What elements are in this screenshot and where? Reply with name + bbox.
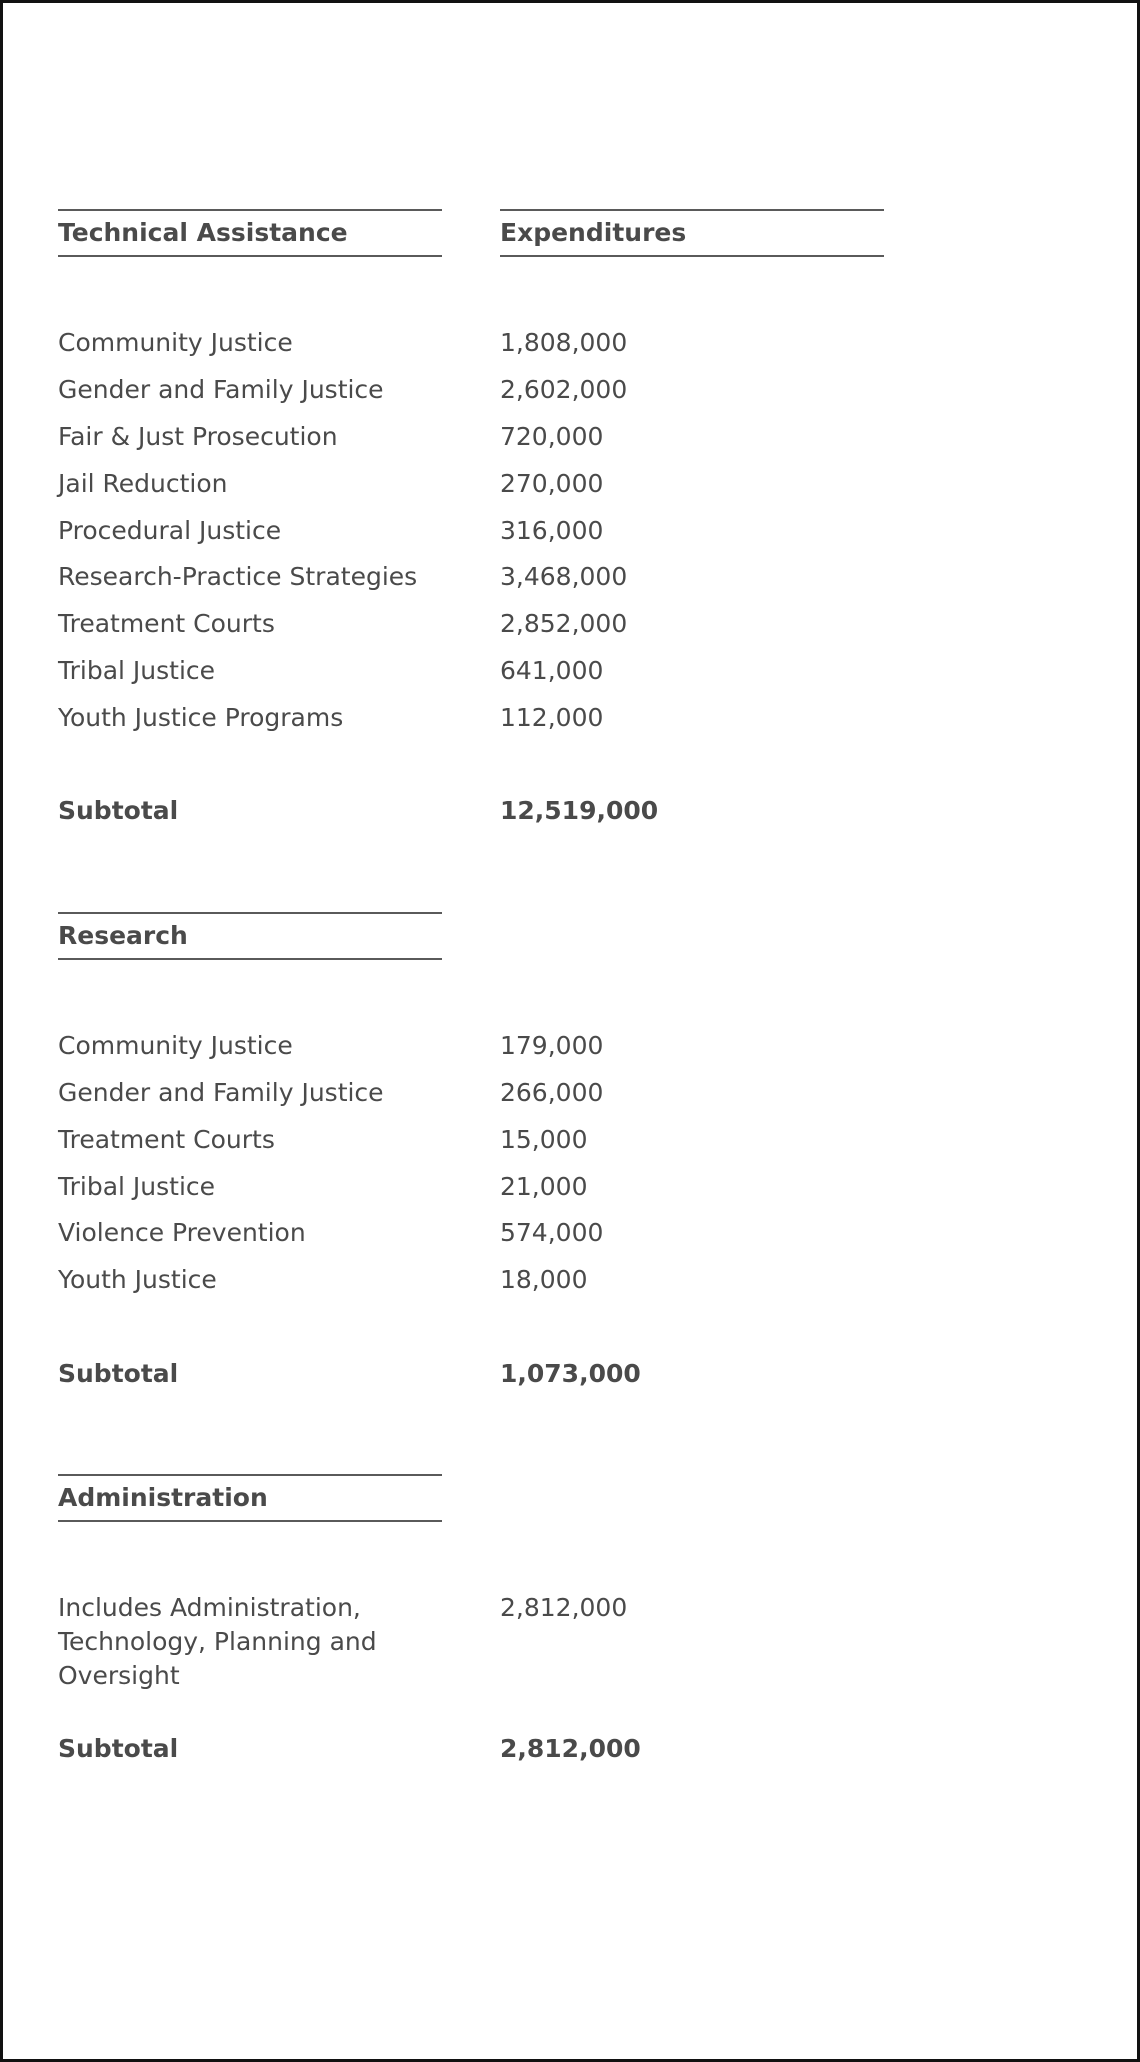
table-row-label: Research-Practice Strategies: [58, 562, 418, 591]
table-row-value: 270,000: [500, 469, 604, 498]
table-row-label: Treatment Courts: [58, 1125, 275, 1154]
table-row-value: 3,468,000: [500, 562, 628, 591]
table-row-label: Tribal Justice: [58, 1172, 216, 1201]
table-row-label: Includes Administration, Technology, Planning and Oversight: [58, 1593, 377, 1690]
table-row-value: 21,000: [500, 1172, 588, 1201]
section-heading-research: Research: [58, 912, 442, 960]
table-row-label: Violence Prevention: [58, 1218, 306, 1247]
table-row-value: 2,852,000: [500, 609, 628, 638]
table-row-value: 266,000: [500, 1078, 604, 1107]
table-row-value: 2,812,000: [500, 1593, 628, 1622]
table-row-value: 18,000: [500, 1265, 588, 1294]
table-row-value: 15,000: [500, 1125, 588, 1154]
subtotal-value: 12,519,000: [500, 796, 659, 825]
table-row-label: Fair & Just Prosecution: [58, 422, 338, 451]
table-row-label: Tribal Justice: [58, 656, 216, 685]
table-row-value: 641,000: [500, 656, 604, 685]
table-row-label: Community Justice: [58, 1031, 293, 1060]
subtotal-label: Subtotal: [58, 796, 179, 825]
table-row-value: 1,808,000: [500, 328, 628, 357]
table-row-label: Youth Justice Programs: [58, 703, 344, 732]
column-heading-expenditures: Expenditures: [500, 209, 884, 257]
table-row-value: 112,000: [500, 703, 604, 732]
section-heading-administration: Administration: [58, 1474, 442, 1522]
table-row-value: 574,000: [500, 1218, 604, 1247]
table-row-label: Community Justice: [58, 328, 293, 357]
subtotal-label: Subtotal: [58, 1359, 179, 1388]
subtotal-value: 1,073,000: [500, 1359, 641, 1388]
table-row-value: 179,000: [500, 1031, 604, 1060]
table-row-label: Procedural Justice: [58, 516, 282, 545]
table-row-label: Treatment Courts: [58, 609, 275, 638]
subtotal-label: Subtotal: [58, 1734, 179, 1763]
table-row-value: 2,602,000: [500, 375, 628, 404]
table-row-label: Jail Reduction: [58, 469, 228, 498]
table-row-label: Gender and Family Justice: [58, 1078, 384, 1107]
table-row-label: Gender and Family Justice: [58, 375, 384, 404]
table-row-value: 316,000: [500, 516, 604, 545]
table-row-value: 720,000: [500, 422, 604, 451]
table-row-label: Youth Justice: [58, 1265, 217, 1294]
subtotal-value: 2,812,000: [500, 1734, 641, 1763]
section-heading-technical-assistance: Technical Assistance: [58, 209, 442, 257]
